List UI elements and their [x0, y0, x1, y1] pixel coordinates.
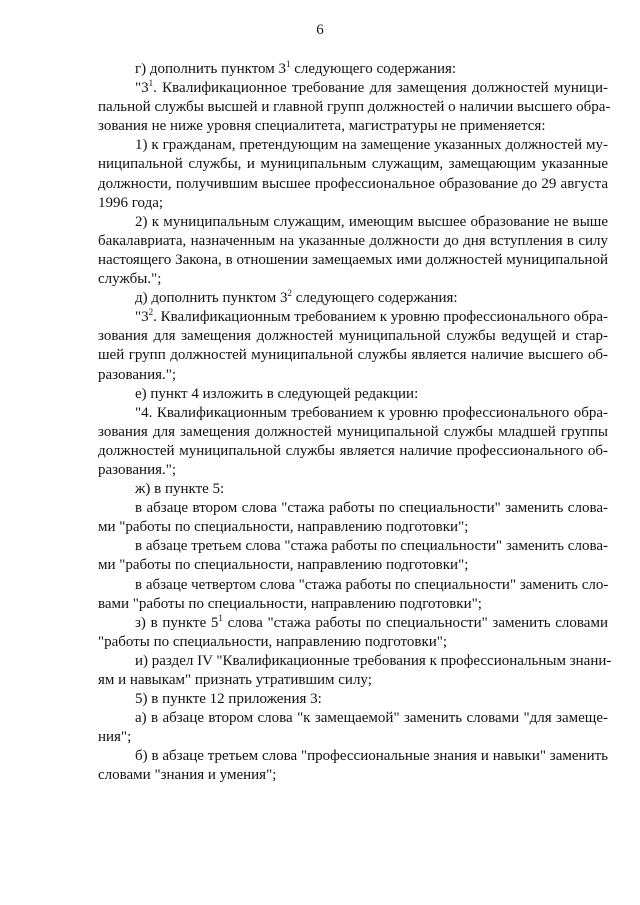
line-text: и) раздел IV "Квалификационные требования к профессиональным знани-: [135, 652, 612, 669]
text-line: [98, 652, 612, 671]
line-text: . Квалификационное требование для замещения должностей муници-: [153, 80, 608, 97]
text-line: [98, 480, 608, 499]
superscript: 1: [148, 78, 154, 89]
text-line: [98, 213, 608, 232]
line-text: следующего содержания:: [290, 61, 457, 77]
line-text: шей групп должностей муниципальной службы является наличие высшего об-: [98, 347, 608, 364]
line-text: ми "работы по специальности, направлению подготовки";: [98, 557, 469, 574]
line-text: 5) в пункте 12 приложения 3:: [135, 691, 322, 708]
text-line: [98, 461, 608, 480]
text-line: [98, 308, 608, 327]
text-line: [98, 633, 608, 652]
line-text: а) в абзаце втором слова "к замещаемой" заменить словами "для замеще-: [135, 710, 608, 727]
line-text: должности, получившим высшее профессиональное образование до 29 августа: [98, 175, 608, 192]
text-line: [98, 595, 608, 614]
paragraph: [98, 213, 608, 289]
paragraph: [98, 308, 608, 384]
text-line: [98, 556, 608, 575]
text-line: [98, 346, 608, 365]
text-line: [98, 709, 608, 728]
text-line: [98, 117, 608, 136]
superscript: 2: [287, 288, 292, 299]
text-line: [98, 690, 608, 709]
text-line: [98, 251, 608, 270]
line-text: зования для замещения должностей муниципальной службы младшей группы: [98, 423, 608, 440]
text-line: [98, 442, 608, 461]
text-line: [98, 518, 608, 537]
line-text: слова "стажа работы по специальности" заменить словами: [222, 614, 608, 631]
line-text: разования.";: [98, 366, 177, 383]
paragraph: [98, 537, 608, 575]
line-text: "работы по специальности, направлению подготовки";: [98, 633, 448, 650]
text-line: [98, 79, 608, 98]
document-body: [98, 59, 612, 786]
line-text: зования не ниже уровня специалитета, магистратуры не применяется:: [98, 118, 546, 135]
text-line: [98, 671, 608, 690]
line-text: "3: [135, 309, 149, 326]
line-text: . Квалификационным требованием к уровню профессионального обра-: [153, 309, 608, 326]
line-text: "4. Квалификационным требованием к уровню профессионального обра-: [135, 404, 608, 421]
text-line: [98, 60, 608, 79]
line-text: разования.";: [98, 461, 177, 478]
paragraph: [98, 709, 608, 747]
page-number: 6: [316, 22, 324, 38]
paragraph: [98, 652, 612, 690]
text-line: [98, 766, 608, 785]
line-text: в абзаце втором слова "стажа работы по специальности" заменить слова-: [135, 500, 608, 517]
paragraph: [98, 385, 608, 404]
superscript: 1: [286, 59, 291, 69]
line-text: б) в абзаце третьем слова "профессиональные знания и навыки" заменить: [135, 748, 608, 765]
text-line: [98, 614, 608, 633]
line-text: в абзаце третьем слова "стажа работы по специальности" заменить слова-: [135, 538, 608, 555]
line-text: ж) в пункте 5:: [135, 481, 225, 498]
paragraph: [98, 60, 608, 79]
line-text: в абзаце четвертом слова "стажа работы по специальности" заменить сло-: [135, 576, 609, 593]
line-text: следующего содержания:: [291, 290, 458, 307]
line-text: бакалавриата, назначенным на указанные должности до дня вступления в силу: [98, 232, 608, 249]
line-text: службы.";: [98, 271, 162, 288]
text-line: [98, 175, 608, 194]
line-text: 2) к муниципальным служащим, имеющим высшее образование не выше: [135, 213, 608, 230]
paragraph: [98, 289, 608, 308]
line-text: ниципальной службы, и муниципальным служащим, замещающим указанные: [98, 156, 608, 173]
paragraph: [98, 614, 608, 652]
line-text: 1996 года;: [98, 194, 164, 211]
line-text: должностей муниципальной службы является наличие профессионального об-: [98, 442, 608, 459]
text-line: [98, 747, 608, 766]
superscript: 2: [148, 307, 154, 318]
text-line: [98, 423, 608, 442]
line-text: ния";: [98, 729, 132, 746]
text-line: [98, 232, 608, 251]
line-text: з) в пункте 5: [135, 614, 219, 631]
paragraph: [98, 404, 608, 480]
text-line: [98, 366, 608, 385]
line-text: д) дополнить пунктом 3: [135, 290, 288, 307]
text-line: [98, 404, 608, 423]
text-line: [98, 194, 608, 213]
text-line: [98, 385, 608, 404]
paragraph: [98, 499, 608, 537]
text-line: [98, 136, 608, 155]
paragraph: [98, 747, 608, 785]
line-text: "3: [135, 80, 149, 97]
text-line: [98, 98, 611, 117]
line-text: зования для замещения должностей муниципальной службы ведущей и стар-: [98, 328, 608, 345]
line-text: пальной службы высшей и главной групп должностей о наличии высшего обра-: [98, 99, 611, 116]
line-text: словами "знания и умения";: [98, 767, 277, 784]
text-line: [98, 270, 608, 289]
line-text: ям и навыкам" признать утратившим силу;: [98, 672, 372, 688]
text-line: [98, 499, 608, 518]
line-text: ми "работы по специальности, направлению подготовки";: [98, 519, 469, 536]
text-line: [98, 155, 608, 174]
paragraph: [98, 576, 608, 614]
text-line: [98, 728, 608, 747]
text-line: [98, 289, 608, 308]
text-line: [98, 537, 608, 556]
paragraph: [98, 480, 608, 499]
text-line: [98, 576, 608, 595]
line-text: настоящего Закона, в отношении замещаемых ими должностей муниципальной: [98, 251, 608, 268]
superscript: 1: [218, 612, 223, 623]
paragraph: [98, 136, 608, 212]
line-text: г) дополнить пунктом 3: [135, 61, 287, 77]
paragraph: [98, 690, 608, 709]
text-line: [98, 327, 608, 346]
paragraph: [98, 78, 611, 136]
line-text: 1) к гражданам, претендующим на замещение указанных должностей му-: [135, 137, 608, 154]
line-text: е) пункт 4 изложить в следующей редакции:: [135, 385, 419, 402]
line-text: вами "работы по специальности, направлению подготовки";: [98, 595, 482, 612]
